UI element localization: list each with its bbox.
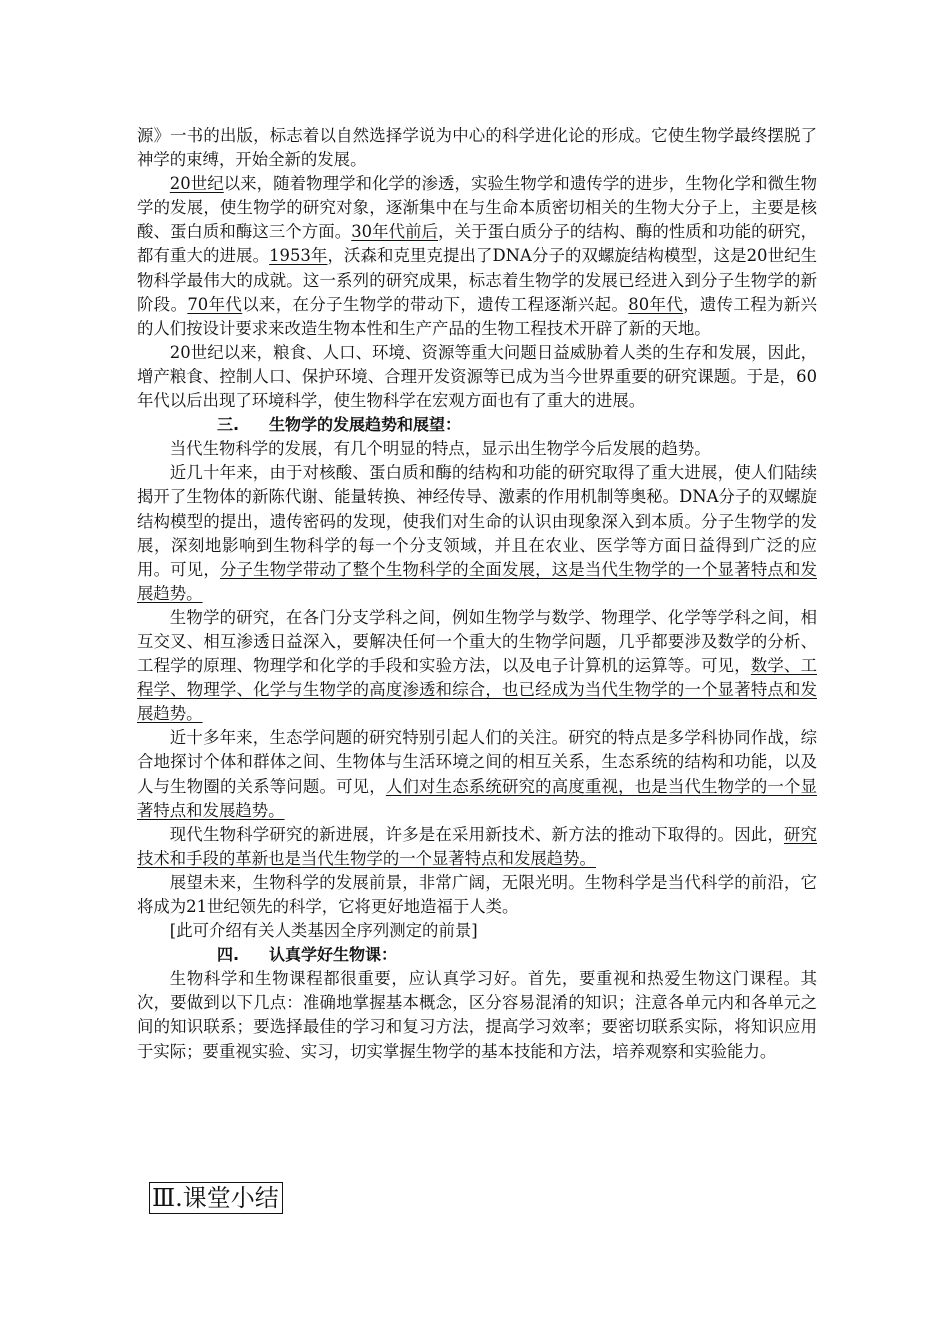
paragraph-trends-intro: 当代生物科学的发展，有几个明显的特点，显示出生物学今后发展的趋势。 [169, 439, 711, 459]
paragraph-text: 现代生物科学研究的新进展，许多是在采用新技术、新方法的推动下取得的。因此， [169, 824, 785, 844]
underlined-date: 70年代 [187, 294, 243, 314]
underlined-conclusion: 人们对生态系统研究的高度重视，也是当代生物学的一个显著特点和发展趋势。 [137, 776, 818, 820]
underlined-conclusion: 分子生物学带动了整个生物科学的全面发展，这是当代生物学的一个显著特点和发展趋势。 [137, 559, 817, 603]
paragraph-text: ，遗传工程为新兴的人们按设计要求来改造生物本性和生产产品的生物工程技术开辟了新的天地。 [137, 294, 818, 338]
section-title-summary: Ⅲ.课堂小结 [149, 1182, 283, 1214]
paragraph-text: 生物学的研究，在各门分支学科之间，例如生物学与数学、物理学、化学等学科之间，相互交叉、相互渗透日益深入，要解决任何一个重大的生物学问题，几乎都要涉及数学的分析、工程学的原理、物理学和化学的手段和实验方法，以及电子计算机的运算等。可见， [137, 607, 817, 676]
document-body [137, 124, 817, 1064]
paragraph-study-advice: 生物科学和生物课程都很重要，应认真学习好。首先，要重视和热爱生物这门课程。其次，要做到以下几点：准确地掌握基本概念，区分容易混淆的知识；注意各单元内和各单元之间的知识联系；要选择最佳的学习和复习方法，提高学习效率；要密切联系实际，将知识应用于实际；要重视实验、实习，切实掌握生物学的基本技能和方法，培养观察和实验能力。 [137, 969, 817, 1061]
paragraph-text: ，沃森和克里克提出了DNA分子的双螺旋结构模型，这是20世纪生物科学最伟大的成就。这一系列的研究成果，标志着生物学的发展已经进入到分子生物学的新阶段。 [137, 246, 817, 314]
paragraph-trend-molecular [137, 461, 817, 606]
paragraph-trend-ecology [137, 726, 817, 822]
heading-text: 生物学的发展趋势和展望： [269, 415, 462, 435]
heading-text: 认真学好生物课： [269, 945, 398, 965]
paragraph-molecular-biology-history [137, 172, 817, 341]
underlined-date: 20世纪 [169, 174, 224, 194]
paragraph-origin-of-species: 源》一书的出版，标志着以自然选择学说为中心的科学进化论的形成。它使生物学最终摆脱了神学的束缚，开始全新的发展。 [137, 126, 817, 170]
paragraph-text: 以来，随着物理学和化学的渗透，实验生物学和遗传学的进步，生物化学和微生物学的发展，使生物学的研究对象，逐渐集中在与生命本质密切相关的生物大分子上，主要是核酸、蛋白质和酶这三个方面。 [137, 174, 818, 242]
paragraph-trend-technology [137, 823, 817, 871]
underlined-date: 80年代 [628, 294, 684, 314]
paragraph-trend-interdisciplinary [137, 606, 817, 726]
paragraph-note: [此可介绍有关人类基因全序列测定的前景] [169, 921, 478, 941]
paragraph-outlook: 展望未来，生物科学的发展前景，非常广阔，无限光明。生物科学是当代科学的前沿，它将成为21世纪领先的科学，它将更好地造福于人类。 [137, 872, 817, 916]
section-heading-3 [137, 413, 817, 437]
paragraph-text: 以来，在分子生物学的带动下，遗传工程逐渐兴起。 [242, 294, 629, 314]
underlined-date: 1953年 [269, 246, 328, 266]
paragraph-text: ，关于蛋白质分子的结构、酶的性质和功能的研究，都有重大的进展。 [137, 222, 818, 266]
paragraph-text: 近十多年来，生态学问题的研究特别引起人们的关注。研究的特点是多学科协同作战，综合地探讨个体和群体之间、生物体与生活环境之间的相互关系，生态系统的结构和功能，以及人与生物圈的关系等问题。可见， [137, 728, 817, 796]
section-heading-4 [137, 943, 817, 967]
underlined-conclusion: 研究技术和手段的革新也是当代生物学的一个显著特点和发展趋势。 [137, 824, 818, 868]
heading-number: 三. [217, 415, 240, 435]
paragraph-text: 近几十年来，由于对核酸、蛋白质和酶的结构和功能的研究取得了重大进展，使人们陆续揭开了生物体的新陈代谢、能量转换、神经传导、激素的作用机制等奥秘。DNA分子的双螺旋结构模型的提出，遗传密码的发现，使我们对生命的认识由现象深入到本质。分子生物学的发展，深刻地影响到生物科学的每一个分支领域，并且在农业、医学等方面日益得到广泛的应用。可见， [137, 463, 817, 579]
underlined-conclusion: 数学、工程学、物理学、化学与生物学的高度渗透和综合，也已经成为当代生物学的一个显著特点和发展趋势。 [137, 656, 818, 724]
heading-number: 四. [217, 945, 240, 965]
underlined-date: 30年代前后 [351, 222, 439, 242]
paragraph-macro-biology: 20世纪以来，粮食、人口、环境、资源等重大问题日益威胁着人类的生存和发展，因此，增产粮食、控制人口、保护环境、合理开发资源等已成为当今世界重要的研究课题。于是，60年代以后出现了环境科学，使生物科学在宏观方面也有了重大的进展。 [137, 342, 817, 411]
